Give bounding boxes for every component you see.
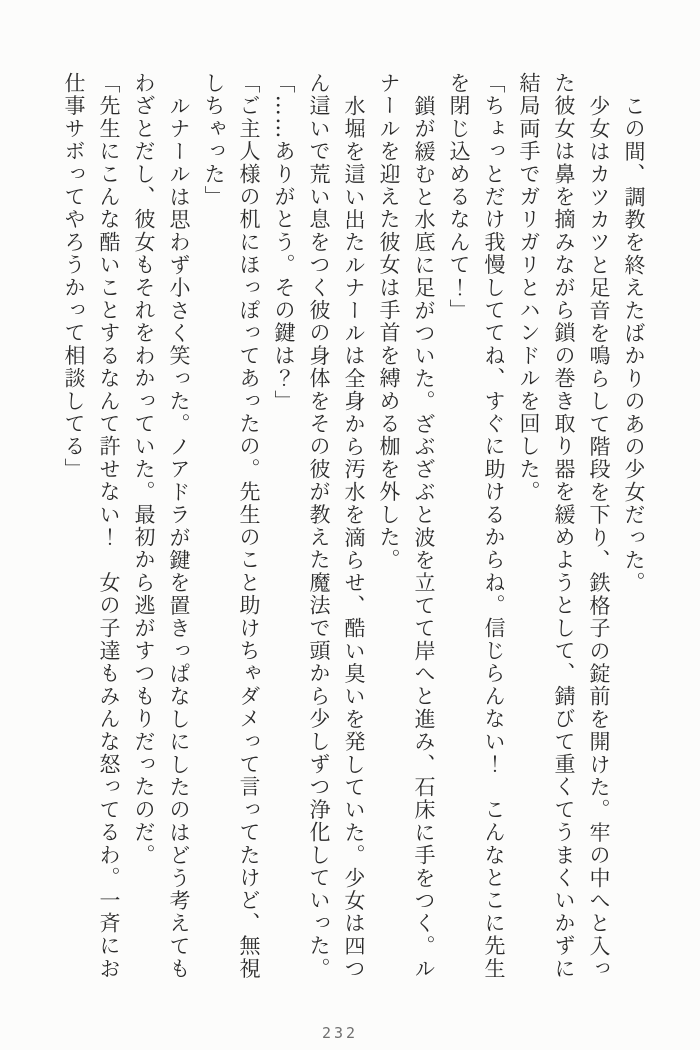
text-line: 「先生にこんな酷いことするなんて許せない！ 女の子達もみんな怒ってるわ。一斉にお — [97, 72, 121, 980]
text-line: を閉じ込めるなんて！」 — [447, 72, 471, 322]
text-line: 「ちょっとだけ我慢しててね、すぐに助けるからね。信じらんない！ こんなとこに先生 — [482, 72, 506, 980]
text-line: 仕事サボってやろうかって相談してる」 — [62, 72, 86, 481]
text-line: ナールを迎えた彼女は手首を縛める枷を外した。 — [377, 72, 401, 572]
text-line: 水堀を這い出たルナールは全身から汚水を滴らせ、酷い臭いを発していた。少女は四つ — [342, 94, 366, 980]
page-number: 232 — [321, 1024, 359, 1042]
text-line: ん這いで荒い息をつく彼の身体をその彼が教えた魔法で頭から少しずつ浄化していった。 — [307, 72, 331, 980]
text-line: 結局両手でガリガリとハンドルを回した。 — [517, 72, 541, 504]
text-body — [56, 72, 651, 980]
text-line: しちゃった」 — [202, 72, 226, 209]
text-line: 少女はカツカツと足音を鳴らして階段を下り、鉄格子の錠前を開けた。牢の中へと入っ — [587, 94, 611, 980]
text-line: 鎖が緩むと水底に足がついた。ざぶざぶと波を立てて岸へと進み、石床に手をつく。ル — [412, 94, 436, 980]
text-line: この間、調教を終えたばかりのあの少女だった。 — [622, 94, 646, 595]
text-line: ルナールは思わず小さく笑った。ノアドラが鍵を置きっぱなしにしたのはどう考えても — [167, 94, 191, 980]
text-line: 「……ありがとう。その鍵は？」 — [272, 72, 296, 413]
text-line: 「ご主人様の机にほっぽってあったの。先生のこと助けちゃダメって言ってたけど、無視 — [237, 72, 261, 980]
text-line: わざとだし、彼女もそれをわかっていた。最初から逃がすつもりだったのだ。 — [132, 72, 156, 867]
text-line: た彼女は鼻を摘みながら鎖の巻き取り器を緩めようとして、錆びて重くてうまくいかずに — [552, 72, 576, 980]
